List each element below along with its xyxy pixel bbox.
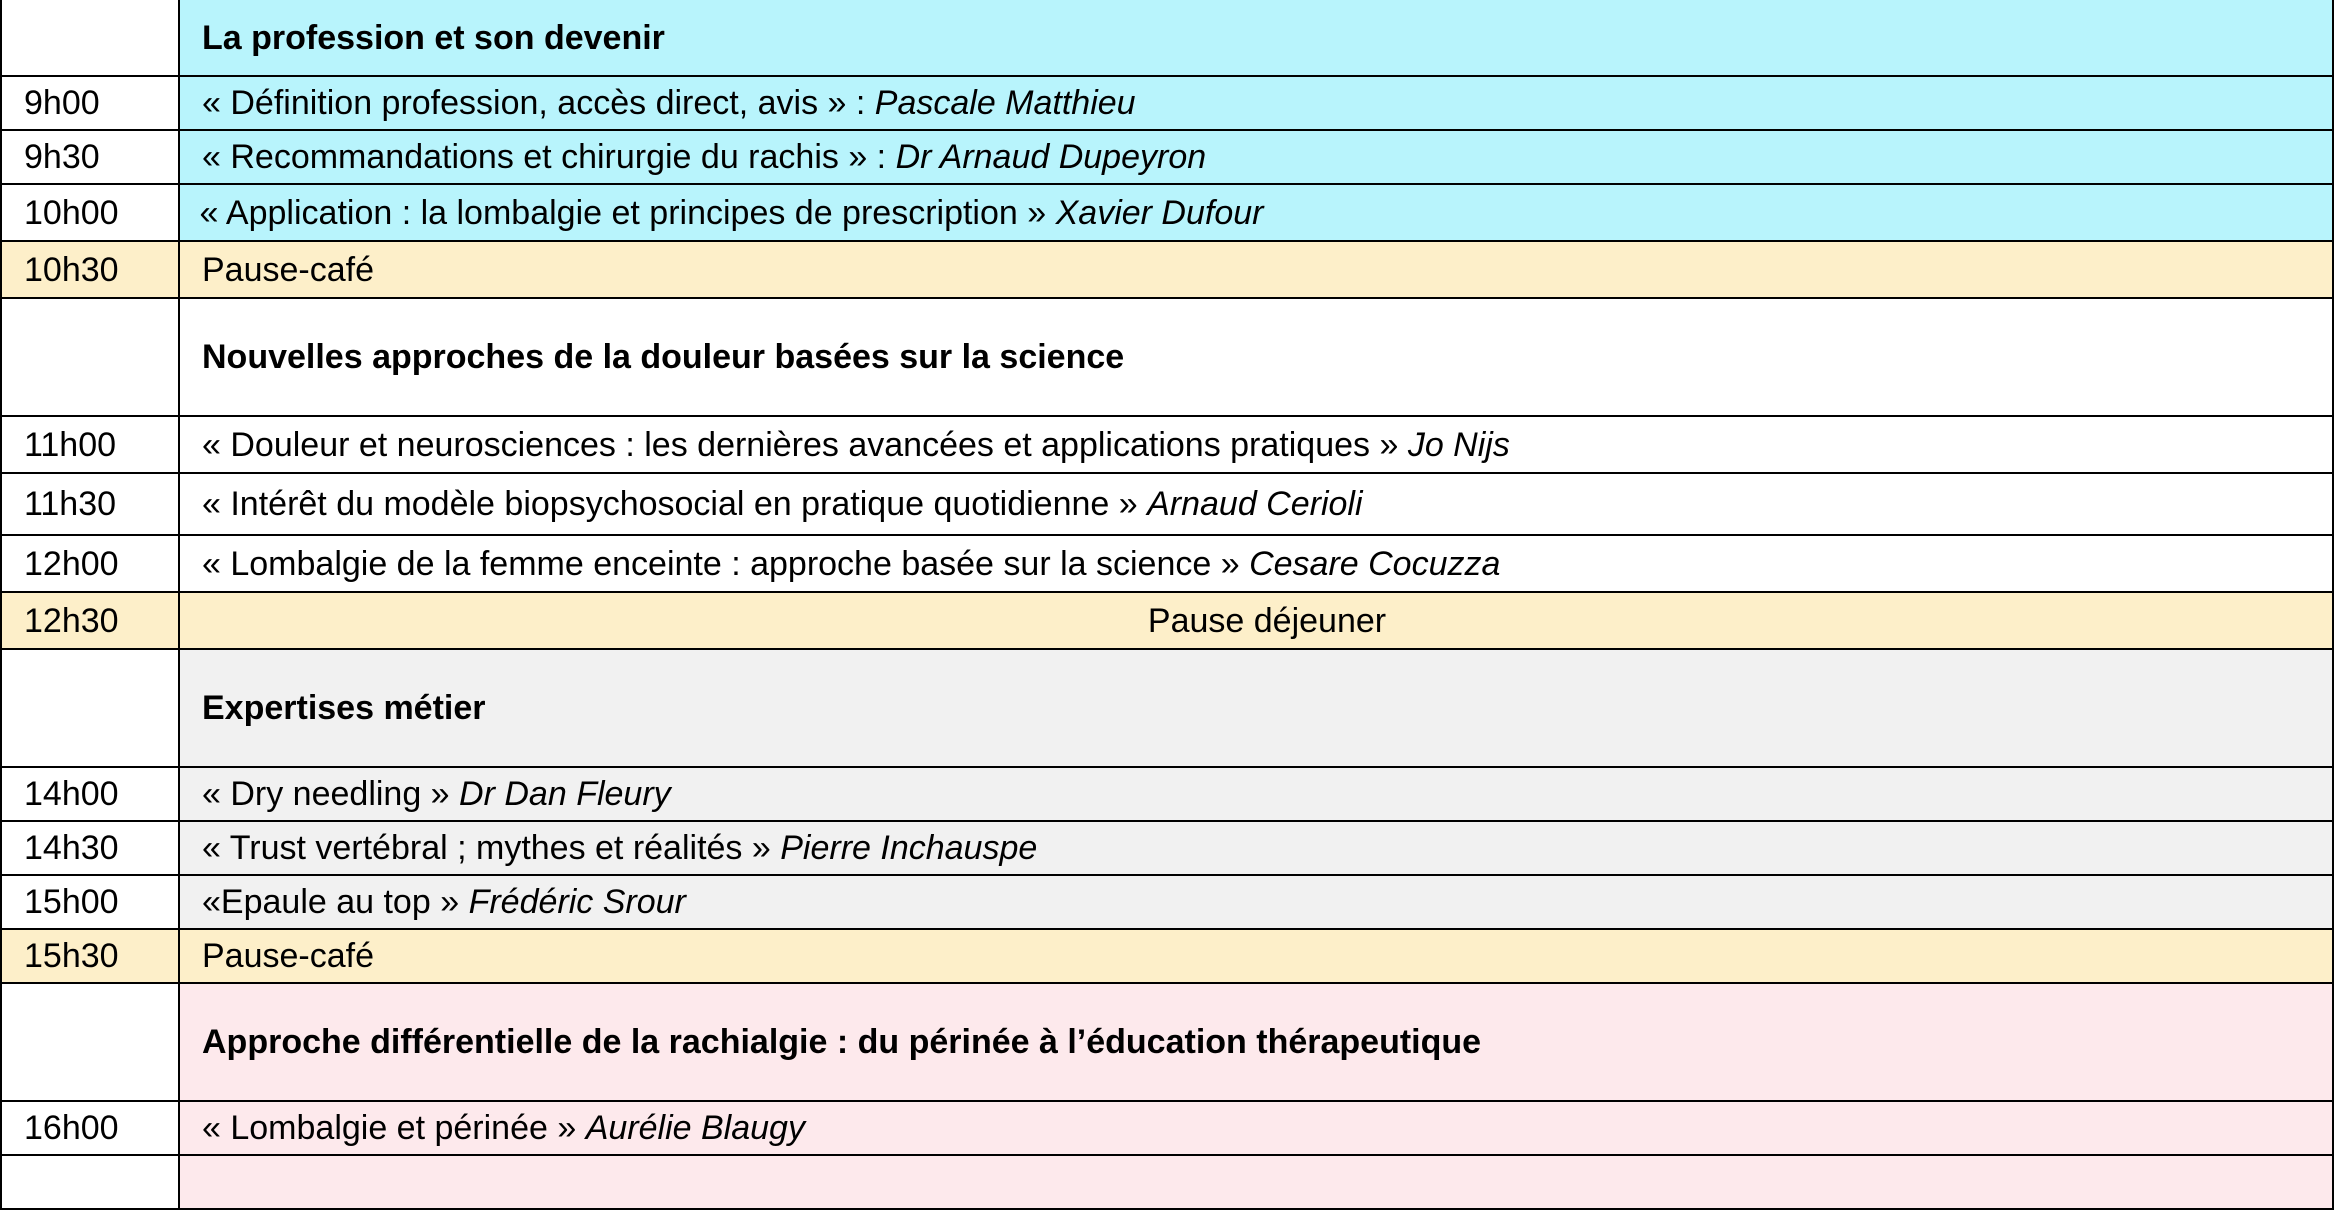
- section-row: [1, 649, 2333, 767]
- pause-row: [1, 592, 2333, 649]
- talk-cell: [179, 1155, 2333, 1209]
- talk-title: «Epaule au top »: [202, 883, 469, 921]
- time-cell: 14h30: [1, 821, 179, 875]
- speaker-name: Dr Dan Fleury: [459, 775, 671, 813]
- section-row: [1, 983, 2333, 1101]
- talk-cell: [179, 184, 2333, 241]
- talk-cell: [179, 821, 2333, 875]
- speaker-name: Jo Nijs: [1407, 425, 1510, 464]
- talk-cell: [179, 76, 2333, 130]
- pause-label: Pause-café: [179, 929, 2333, 983]
- talk-row: [1, 76, 2333, 130]
- talk-title: « Lombalgie de la femme enceinte : approche basée sur la science »: [202, 544, 1250, 583]
- time-cell: 9h00: [1, 76, 179, 130]
- section-heading: La profession et son devenir: [179, 0, 2333, 76]
- pause-row: [1, 929, 2333, 983]
- talk-cell: [179, 535, 2333, 592]
- talk-cell: [179, 473, 2333, 535]
- talk-row: [1, 875, 2333, 929]
- talk-title: « Dry needling »: [202, 775, 460, 813]
- speaker-name: Xavier Dufour: [1055, 193, 1264, 232]
- talk-cell: [179, 875, 2333, 929]
- time-cell: 11h00: [1, 416, 179, 473]
- talk-title: « Définition profession, accès direct, avis » :: [202, 84, 875, 122]
- time-cell: 10h00: [1, 184, 179, 241]
- talk-row: [1, 416, 2333, 473]
- time-cell: 12h00: [1, 535, 179, 592]
- time-cell: [1, 1155, 179, 1209]
- talk-title: « Trust vertébral ; mythes et réalités »: [202, 829, 781, 867]
- talk-row: [1, 767, 2333, 821]
- section-heading: Expertises métier: [179, 649, 2333, 767]
- time-cell: 15h30: [1, 929, 179, 983]
- speaker-name: Pierre Inchauspe: [780, 829, 1038, 867]
- time-cell: [1, 298, 179, 416]
- talk-row: [1, 473, 2333, 535]
- time-cell: 16h00: [1, 1101, 179, 1155]
- talk-title: « Douleur et neurosciences : les dernières avancées et applications pratiques »: [202, 425, 1408, 464]
- time-cell: 15h00: [1, 875, 179, 929]
- time-cell: 12h30: [1, 592, 179, 649]
- talk-title: « Lombalgie et périnée »: [202, 1109, 586, 1147]
- time-cell: 11h30: [1, 473, 179, 535]
- talk-row: [1, 184, 2333, 241]
- section-row: [1, 0, 2333, 76]
- section-heading: Nouvelles approches de la douleur basées sur la science: [179, 298, 2333, 416]
- talk-title: « Application : la lombalgie et principes de prescription »: [190, 193, 1056, 232]
- talk-cell: [179, 767, 2333, 821]
- talk-cell: [179, 1101, 2333, 1155]
- pause-label: Pause-café: [179, 241, 2333, 298]
- time-cell: [1, 649, 179, 767]
- cut-off-row: [1, 1155, 2333, 1209]
- speaker-name: Dr Arnaud Dupeyron: [895, 138, 1207, 176]
- time-cell: 10h30: [1, 241, 179, 298]
- speaker-name: Arnaud Cerioli: [1147, 485, 1363, 523]
- speaker-name: Cesare Cocuzza: [1249, 544, 1501, 583]
- talk-row: [1, 821, 2333, 875]
- time-cell: [1, 983, 179, 1101]
- speaker-name: Aurélie Blaugy: [585, 1109, 805, 1147]
- talk-title: « Intérêt du modèle biopsychosocial en pratique quotidienne »: [202, 485, 1148, 523]
- talk-row: [1, 1101, 2333, 1155]
- pause-row: [1, 241, 2333, 298]
- time-cell: [1, 0, 179, 76]
- talk-cell: [179, 130, 2333, 184]
- talk-title: « Recommandations et chirurgie du rachis » :: [202, 138, 896, 176]
- speaker-name: Frédéric Srour: [468, 883, 686, 921]
- talk-row: [1, 535, 2333, 592]
- time-cell: 14h00: [1, 767, 179, 821]
- pause-label: Pause déjeuner: [179, 592, 2333, 649]
- talk-cell: [179, 416, 2333, 473]
- talk-row: [1, 130, 2333, 184]
- speaker-name: Pascale Matthieu: [874, 84, 1136, 122]
- section-row: [1, 298, 2333, 416]
- time-cell: 9h30: [1, 130, 179, 184]
- section-heading: Approche différentielle de la rachialgie : du périnée à l’éducation thérapeutique: [179, 983, 2333, 1101]
